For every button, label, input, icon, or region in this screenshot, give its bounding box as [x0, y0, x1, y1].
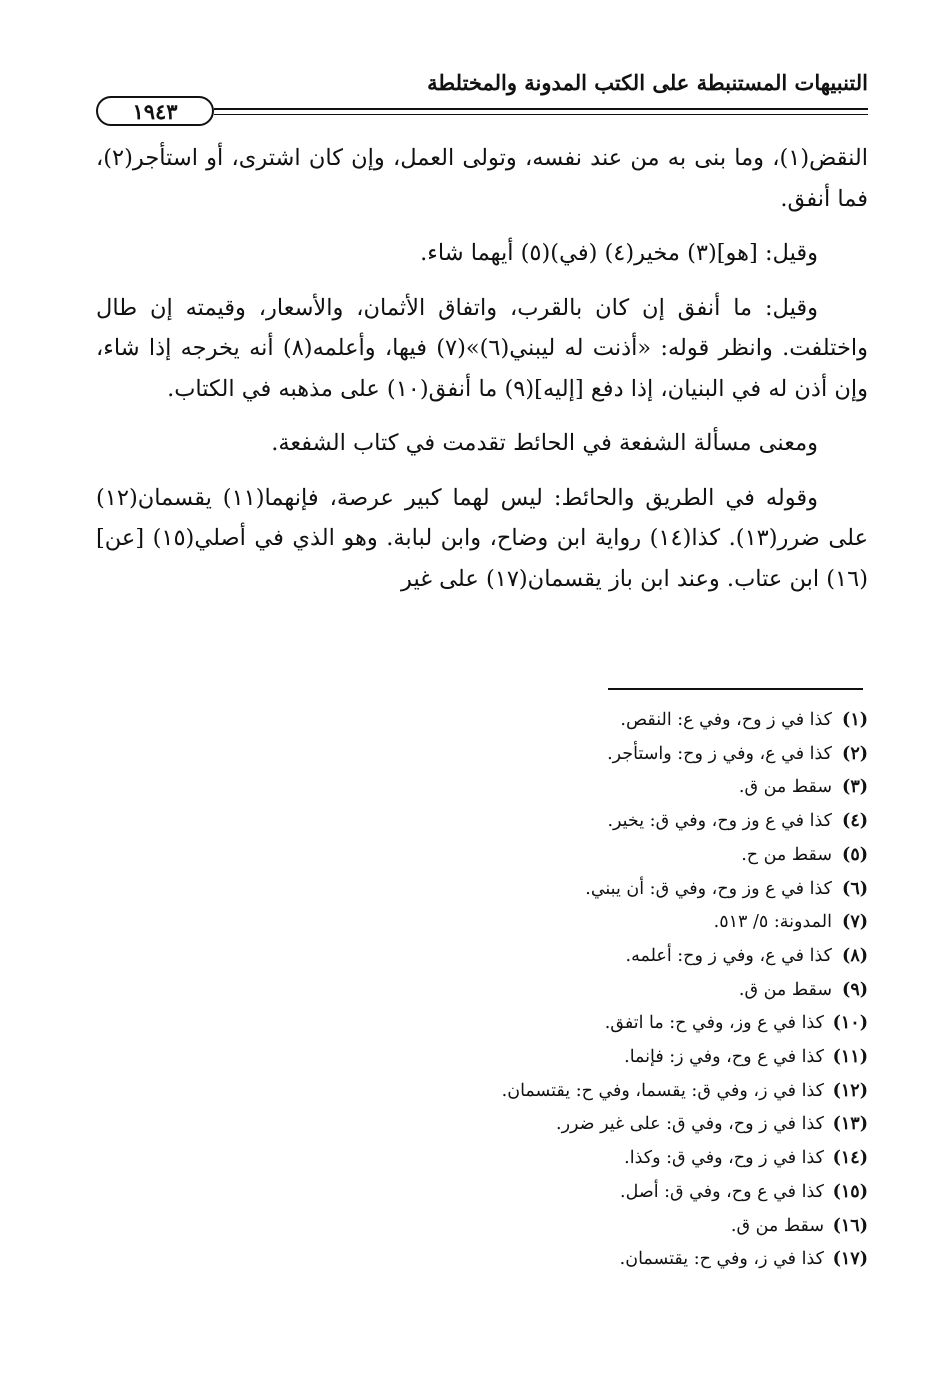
footnote-number: (٩) — [842, 979, 868, 1000]
footnote-text: كذا في ع، وفي ز وح: أعلمه. — [625, 945, 832, 966]
footnote — [168, 771, 868, 805]
footnote-number: (١٠) — [832, 1013, 868, 1034]
footnote — [168, 1007, 868, 1041]
footnote-text: كذا في ع وز، وفي ح: ما اتفق. — [604, 1013, 824, 1034]
footnote-number: (١٢) — [832, 1080, 868, 1101]
footnote-text: كذا في ع، وفي ز وح: واستأجر. — [607, 743, 832, 764]
footnote-number: (٥) — [842, 844, 868, 865]
page-header — [96, 62, 868, 126]
footnote-text: سقط من ق. — [738, 777, 832, 798]
footnote — [168, 1108, 868, 1142]
footnote-text: سقط من ح. — [741, 844, 832, 865]
footnote-number: (٢) — [842, 743, 868, 764]
footnote — [168, 738, 868, 772]
footnote — [168, 805, 868, 839]
footnote-number: (٦) — [842, 878, 868, 899]
footnote-text: سقط من ق. — [738, 979, 832, 1000]
footnote — [168, 1075, 868, 1109]
footnote — [168, 974, 868, 1008]
footnote-number: (١٦) — [832, 1215, 868, 1236]
footnote-text: كذا في ز وح، وفي ق: على غير ضرر. — [556, 1114, 824, 1135]
footnote — [168, 1142, 868, 1176]
footnote-text: كذا في ع وح، وفي ق: أصل. — [620, 1181, 824, 1202]
footnote-number: (١٧) — [832, 1249, 868, 1270]
footnote-number: (٣) — [842, 777, 868, 798]
header-rule — [214, 108, 868, 110]
footnote-text: كذا في ع وز وح، وفي ق: أن يبني. — [585, 878, 832, 899]
footnote-number: (١١) — [832, 1047, 868, 1068]
footnote — [168, 1176, 868, 1210]
footnote-number: (٧) — [842, 912, 868, 933]
paragraph: وقيل: ما أنفق إن كان بالقرب، واتفاق الأثمان، والأسعار، وقيمته إن طال واختلفت. وانظر قوله: «أذنت له ليبني(٦)»(٧) فيها، وأعلمه(٨) أنه يخرجه إذا شاء، وإن أذن له في البنيان، إذا دفع [إليه](٩) ما أنفق(١٠) على مذهبه في الكتاب. — [96, 294, 868, 402]
header-rule — [214, 114, 868, 115]
footnote-text: كذا في ع وح، وفي ز: فإنما. — [624, 1047, 824, 1068]
footnote-number: (٨) — [842, 945, 868, 966]
footnote — [168, 873, 868, 907]
footnote-text: كذا في ع وز وح، وفي ق: يخير. — [607, 811, 832, 832]
paragraph: النقض(١)، وما بنى به من عند نفسه، وتولى العمل، وإن كان اشترى، أو استأجر(٢)، فما أنفق. — [96, 145, 868, 212]
footnote-number: (١) — [842, 710, 868, 730]
footnote — [168, 839, 868, 873]
footnote-text: سقط من ق. — [730, 1215, 824, 1236]
footnote-text: المدونة: ٥/ ٥١٣. — [713, 912, 832, 933]
footnote-text: كذا في ز، وفي ق: يقسما، وفي ح: يقتسمان. — [501, 1080, 824, 1101]
footnote-number: (١٣) — [832, 1114, 868, 1135]
footnote-text: كذا في ز وح، وفي ع: النقص. — [620, 710, 832, 730]
footnote-number: (١٥) — [832, 1181, 868, 1202]
footnote — [168, 906, 868, 940]
paragraph: وقوله في الطريق والحائط: ليس لهما كبير عرصة، فإنهما(١١) يقسمان(١٢) على ضرر(١٣). كذا(١٤) رواية ابن وضاح، وابن لبابة. وهو الذي في أصلي(١٥) [عن](١٦) ابن عتاب. وعند ابن باز يقسمان(١٧) على غير — [96, 484, 869, 592]
footnote-number: (٤) — [842, 811, 868, 832]
footnotes — [168, 704, 868, 1277]
footnote — [168, 1210, 868, 1244]
footnote — [168, 940, 868, 974]
footnote-separator — [608, 688, 863, 690]
footnote — [168, 704, 868, 738]
main-text — [96, 138, 868, 613]
footnote-number: (١٤) — [832, 1148, 868, 1169]
paragraph: وقيل: [هو](٣) مخير(٤) (في)(٥) أيهما شاء. — [420, 240, 818, 266]
footnote — [168, 1041, 868, 1075]
paragraph: ومعنى مسألة الشفعة في الحائط تقدمت في كتاب الشفعة. — [271, 430, 818, 456]
footnote-text: كذا في ز وح، وفي ق: وكذا. — [624, 1148, 824, 1169]
running-title: التنبيهات المستنبطة على الكتب المدونة والمختلطة — [427, 70, 868, 95]
page-number: ١٩٤٣ — [96, 96, 214, 126]
footnote-text: كذا في ز، وفي ح: يقتسمان. — [619, 1249, 824, 1270]
footnote — [168, 1243, 868, 1277]
